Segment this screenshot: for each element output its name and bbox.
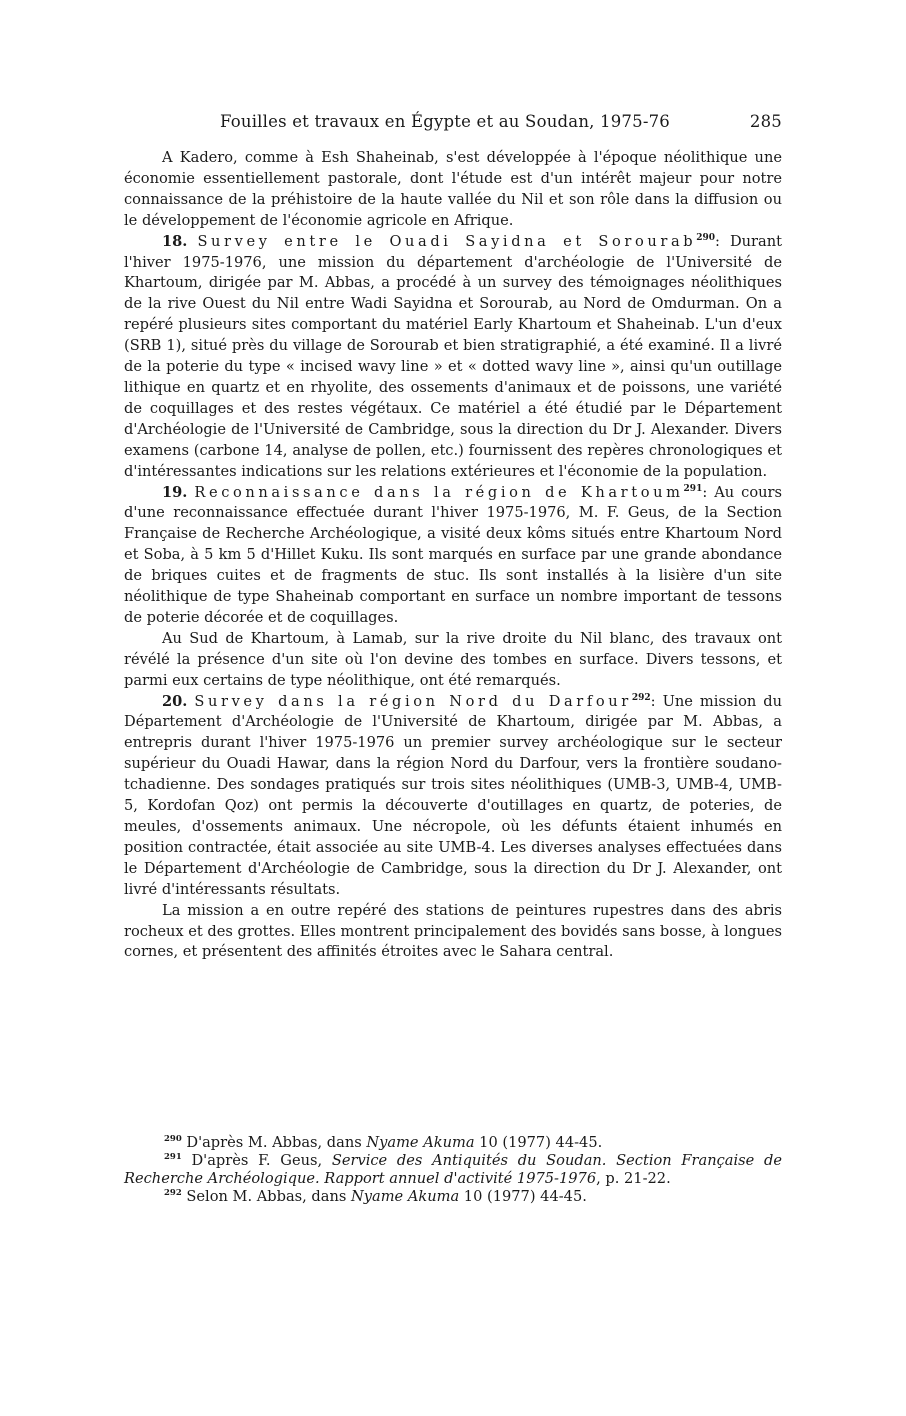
footnotes bbox=[124, 1134, 782, 1206]
footnote-journal: Nyame Akuma bbox=[351, 1188, 460, 1205]
section-19-text: : Au cours d'une reconnaissance effectuée durant l'hiver 1975-1976, M. F. Geus, de la Section Française de Recherche Archéologique, a visité deux kôms situés entre Khartoum Nord et Soba, à 5 km 5 d'Hillet Kuku. Ils sont marqués en surface par une grande abondance de briques cuites et de fragments de stuc. Ils sont installés à la lisière d'un site néolithique de type Shaheinab comportant en surface un nombre important de tessons de poterie décorée et de coquillages. bbox=[124, 483, 783, 626]
section-20-paragraph-2: La mission a en outre repéré des stations de peintures rupestres dans des abris rocheux et des grottes. Elles montrent principalement des bovidés sans bosse, à longues cornes, et présentent des affinités étroites avec le Sahara central. bbox=[124, 901, 782, 961]
section-18-text: : Durant l'hiver 1975-1976, une mission du département d'archéologie de l'Université de Khartoum, dirigée par M. Abbas, a procédé à un survey des témoignages néolithiques de la rive Ouest du Nil entre Wadi Sayidna et Sorourab, au Nord de Omdurman. On a repéré plusieurs sites comportant du matériel Early Khartoum et Shaheinab. L'un d'eux (SRB 1), situé près du village de Sorourab et bien stratigraphié, a été examiné. Il a livré de la poterie du type « incised wavy line » et « dotted wavy line », ainsi qu'un outillage lithique en quartz et en rhyolite, des ossements d'animaux et de poissons, une variété de coquillages et des restes végétaux. Ce matériel a été étudié par le Département d'Archéologie de l'Université de Cambridge, sous la direction du Dr J. Alexander. Divers examens (carbone 14, analyse de pollen, etc.) fournissent des repères chronologiques et d'intéressantes indications sur les relations extérieures et l'économie de la population. bbox=[124, 232, 782, 480]
page bbox=[124, 112, 782, 963]
section-20-text: : Une mission du Département d'Archéologie de l'Université de Khartoum, dirigée par M. Abbas, a entrepris durant l'hiver 1975-1976 un premier survey archéologique sur le secteur supérieur du Ouadi Hawar, dans la région Nord du Darfour, vers la frontière soudano-tchadienne. Des sondages pratiqués sur trois sites néolithiques (UMB-3, UMB-4, UMB-5, Kordofan Qoz) ont permis la découverte d'outillages en quartz, de poteries, de meules, d'ossements animaux. Une nécropole, où les défunts étaient inhumés en position contractée, était associée au site UMB-4. Les diverses analyses effectuées dans le Département d'Archéologie de Cambridge, sous la direction du Dr J. Alexander, ont livré d'intéressants résultats. bbox=[124, 692, 783, 898]
page-number: 285 bbox=[749, 112, 782, 131]
section-18 bbox=[124, 232, 782, 483]
footnote-journal: Service des Antiquités du Soudan. Section Française de Recherche Archéologique. Rapport annuel d'activité 1975-1976 bbox=[124, 1152, 782, 1187]
footnote-290 bbox=[124, 1134, 782, 1152]
section-19-paragraph-2: Au Sud de Khartoum, à Lamab, sur la rive droite du Nil blanc, des travaux ont révélé la présence d'un site où l'on devine des tombes en surface. Divers tessons, et parmi eux certains de type néolithique, ont été remarqués. bbox=[124, 629, 782, 689]
footnote-citation: 10 (1977) 44-45. bbox=[474, 1134, 603, 1151]
footnote-number: 292 bbox=[164, 1188, 182, 1198]
footnote-ref-292[interactable]: 292 bbox=[631, 692, 651, 703]
running-title: Fouilles et travaux en Égypte et au Soudan, 1975-76 bbox=[220, 112, 671, 131]
section-20-heading: Survey dans la région Nord du Darfour bbox=[194, 692, 632, 710]
footnote-journal: Nyame Akuma bbox=[366, 1134, 475, 1151]
paragraph-kadero: A Kadero, comme à Esh Shaheinab, s'est développée à l'époque néolithique une économie essentiellement pastorale, dont l'étude est d'un intérêt majeur pour notre connaissance de la préhistoire de la haute vallée du Nil et son rôle dans la diffusion ou le développement de l'économie agricole en Afrique. bbox=[124, 149, 782, 229]
footnote-text: D'après M. Abbas, dans bbox=[181, 1134, 367, 1151]
footnote-ref-291[interactable]: 291 bbox=[683, 483, 703, 494]
section-19-heading: Reconnaissance dans la région de Khartoum bbox=[194, 483, 684, 501]
footnote-292 bbox=[124, 1188, 782, 1206]
body-text bbox=[124, 148, 782, 963]
section-19 bbox=[124, 483, 782, 629]
footnote-text: Selon M. Abbas, dans bbox=[181, 1188, 351, 1205]
footnote-text: D'après F. Geus, bbox=[181, 1152, 332, 1169]
section-19-number: 19. bbox=[162, 483, 188, 501]
section-20-number: 20. bbox=[162, 692, 188, 710]
section-18-number: 18. bbox=[162, 232, 188, 250]
footnote-citation: , p. 21-22. bbox=[596, 1170, 671, 1187]
footnote-number: 291 bbox=[164, 1152, 182, 1162]
footnote-291 bbox=[124, 1152, 782, 1188]
section-20 bbox=[124, 692, 782, 901]
footnote-ref-290[interactable]: 290 bbox=[696, 232, 715, 243]
footnote-citation: 10 (1977) 44-45. bbox=[459, 1188, 587, 1205]
section-18-heading: Survey entre le Ouadi Sayidna et Sorourab bbox=[197, 232, 697, 250]
footnote-number: 290 bbox=[164, 1134, 182, 1144]
running-head bbox=[124, 112, 782, 138]
